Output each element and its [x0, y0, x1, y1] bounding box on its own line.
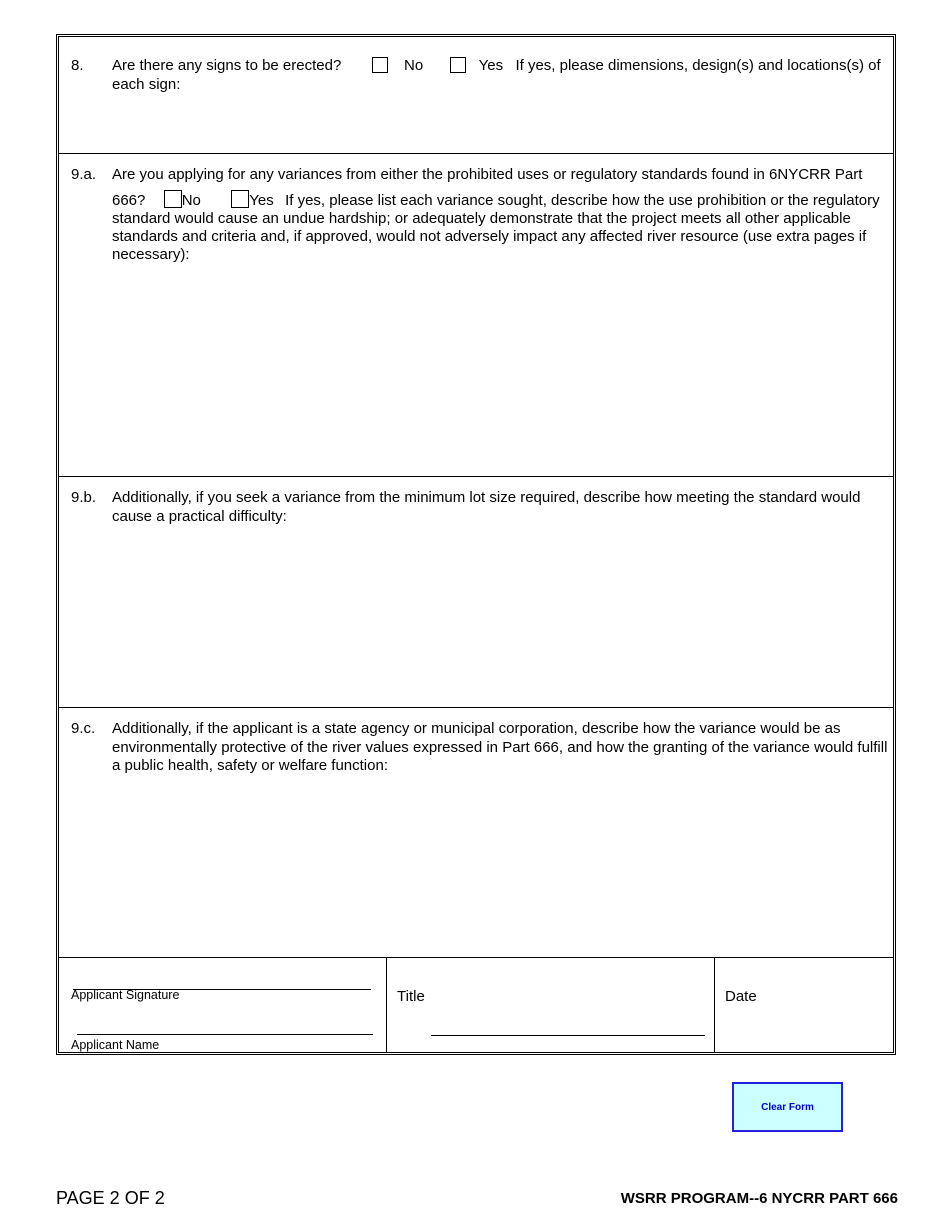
question-9a-yes-checkbox[interactable] [231, 190, 249, 208]
question-9a-no-label: No [181, 192, 201, 209]
applicant-name-label: Applicant Name [71, 1038, 160, 1052]
applicant-signature-label: Applicant Signature [71, 988, 180, 1002]
question-9b-number: 9.b. [71, 489, 97, 506]
signature-cell [59, 958, 387, 1053]
question-8-no-label: No [404, 57, 424, 74]
date-label: Date [725, 988, 757, 1005]
question-9c-number: 9.c. [71, 720, 96, 737]
question-8-yes-checkbox[interactable] [450, 57, 466, 73]
question-9a-section [59, 154, 893, 477]
title-line[interactable] [431, 1035, 705, 1036]
question-9c-section [59, 708, 893, 957]
question-8-question: Are there any signs to be erected? [112, 57, 342, 74]
question-9a-followup: If yes, please list each variance sought, describe how the use prohibition or the regulatory standard would cause an undue hardship; or adequately demonstrate that the project meets all other applicable standards and criteria and, if approved, would not adversely impact any affected river resource (use extra pages if necessary): [112, 192, 880, 263]
question-9c-text: Additionally, if the applicant is a state agency or municipal corporation, describe how the variance would be as environmentally protective of the river values expressed in Part 666, and how the granting of the variance would fulfill a public health, safety or welfare function: [112, 720, 888, 774]
question-9a-line1: Are you applying for any variances from either the prohibited uses or regulatory standards found in 6NYCRR Part [112, 166, 863, 183]
question-9a-yes-label: Yes [249, 192, 274, 209]
question-8-no-checkbox[interactable] [372, 57, 388, 73]
clear-form-button[interactable]: Clear Form [732, 1082, 843, 1132]
question-8-followup: If yes, please dimensions, design(s) and locations(s) of each sign: [112, 57, 881, 93]
program-footer: WSRR PROGRAM--6 NYCRR PART 666 [620, 1190, 898, 1207]
form-frame [56, 34, 896, 1055]
title-cell [387, 958, 715, 1053]
question-9b-text: Additionally, if you seek a variance from the minimum lot size required, describe how meeting the standard would cause a practical difficulty: [112, 489, 861, 525]
question-9b-section [59, 477, 893, 708]
question-8-number: 8. [71, 57, 84, 74]
question-9a-text [112, 166, 889, 264]
page-number: PAGE 2 OF 2 [56, 1188, 165, 1208]
question-9a-part: 666? [112, 192, 146, 209]
question-8-section [59, 37, 893, 154]
title-label: Title [397, 988, 425, 1005]
question-8-text [112, 57, 889, 94]
date-cell[interactable] [715, 958, 893, 1053]
question-8-yes-label: Yes [478, 57, 504, 74]
name-line[interactable] [77, 1034, 373, 1035]
question-9a-number: 9.a. [71, 166, 97, 183]
signature-row [59, 957, 893, 1052]
question-9a-no-checkbox[interactable] [164, 190, 182, 208]
